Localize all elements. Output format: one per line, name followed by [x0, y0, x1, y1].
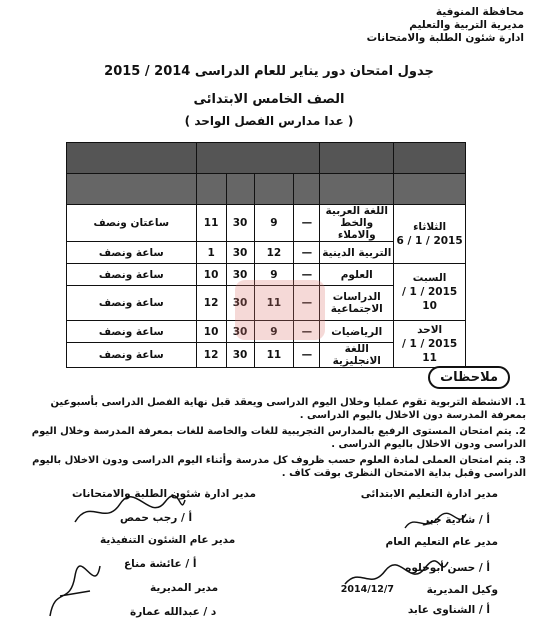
duration-cell: ساعة ونصف: [67, 321, 197, 343]
handwritten-signature: [70, 492, 193, 532]
letterhead: [367, 6, 524, 45]
day-cell: [394, 321, 466, 368]
score-cell: 9: [254, 321, 294, 343]
day-date: 2015 / 1 / 6: [396, 235, 463, 247]
mid-cell: 30: [226, 205, 254, 242]
header-cell: [196, 143, 320, 174]
header-cell: [320, 143, 394, 174]
score-cell: 11: [254, 286, 294, 321]
duration-cell: ساعة ونصف: [67, 343, 197, 368]
document-title: جدول امتحان دور يناير للعام الدراسى 2014 / 2015: [104, 64, 434, 79]
score-cell: 9: [254, 205, 294, 242]
signature-name: أ / شادية جبر: [423, 514, 490, 526]
subject-cell: الدراسات الاجتماعية: [320, 286, 394, 321]
dash-cell: —: [294, 242, 320, 264]
last-cell: 12: [196, 286, 226, 321]
handwritten-signature: [40, 556, 110, 626]
header-cell: [254, 174, 294, 205]
subject-cell: الرياضيات: [320, 321, 394, 343]
duration-cell: ساعتان ونصف: [67, 205, 197, 242]
score-cell: 9: [254, 264, 294, 286]
header-cell: [294, 174, 320, 205]
dash-cell: —: [294, 286, 320, 321]
subject-cell: التربية الدينية: [320, 242, 394, 264]
signature-title: وكيل المديرية: [426, 584, 498, 596]
signature-title: مدير ادارة شئون الطلبة والامتحانات: [72, 488, 257, 500]
duration-cell: ساعة ونصف: [67, 264, 197, 286]
handwritten-signature: [400, 508, 470, 538]
subject-cell: اللغة العربية والخط والاملاء: [320, 205, 394, 242]
watermark-stamp: [235, 280, 325, 340]
department-label: ادارة شئون الطلبة والامتحانات: [366, 32, 524, 44]
mid-cell: 30: [226, 286, 254, 321]
mid-cell: 30: [226, 343, 254, 368]
exception-note: ( عدا مدارس الفصل الواحد ): [184, 114, 354, 128]
day-date: 2015 / 1 / 10: [401, 286, 458, 312]
day-name: السبت: [412, 272, 447, 284]
last-cell: 10: [196, 321, 226, 343]
mid-cell: 30: [226, 264, 254, 286]
notes-heading: ملاحظات: [428, 366, 510, 389]
signature-date: 2014/12/7: [340, 584, 394, 595]
header-cell: [67, 143, 197, 174]
day-name: الاحد: [417, 324, 443, 336]
signature-title: مدير المديرية: [150, 582, 219, 594]
signature-title: مدير عام التعليم العام: [385, 536, 498, 548]
score-cell: 11: [254, 343, 294, 368]
signature-title: مدير عام الشئون التنفيذية: [100, 534, 236, 546]
subject-cell: العلوم: [320, 264, 394, 286]
signature-name: د / عبدالله عمارة: [130, 606, 217, 618]
dash-cell: —: [294, 264, 320, 286]
header-cell: [226, 174, 254, 205]
score-cell: 12: [254, 242, 294, 264]
duration-cell: ساعة ونصف: [67, 286, 197, 321]
table-subheader-row: [67, 174, 466, 205]
last-cell: 1: [196, 242, 226, 264]
handwritten-signature: [340, 556, 450, 596]
mid-cell: 30: [226, 242, 254, 264]
note-item: 1. الانشطة التربوية تقوم عمليا وخلال اليوم الدراسى ويعقد قبل نهاية الفصل الدراسى بأسبوعين بمعرفة المدرسة دون الاخلال باليوم الدراسى .: [50, 397, 526, 421]
last-cell: 12: [196, 343, 226, 368]
note-item: 3. يتم امتحان العملى لمادة العلوم حسب ظروف كل مدرسة وأثناء اليوم الدراسى ودون الاخلال باليوم الدراسى وقبل بداية الامتحان النظرى بوقت كاف .: [32, 455, 526, 479]
dash-cell: —: [294, 343, 320, 368]
header-cell: [67, 174, 197, 205]
directorate-label: مديرية التربية والتعليم: [409, 19, 524, 31]
subject-cell: اللغة الانجليزية: [320, 343, 394, 368]
table-header-row: [67, 143, 466, 174]
notes-list: [18, 396, 526, 483]
governorate-label: محافظة المنوفية: [435, 6, 524, 18]
table-row: [67, 205, 466, 242]
signature-name: أ / حسن أبوحلوه: [405, 562, 490, 574]
header-cell: [196, 174, 226, 205]
last-cell: 10: [196, 264, 226, 286]
signature-name: أ / عائشة مناع: [124, 558, 197, 570]
mid-cell: 30: [226, 321, 254, 343]
signature-name: أ / الشناوى عابد: [407, 604, 490, 616]
signature-name: أ / رجب حمص: [120, 512, 193, 524]
grade-title: الصف الخامس الابتدائى: [193, 92, 345, 107]
header-cell: [394, 174, 466, 205]
day-cell: [394, 205, 466, 264]
header-cell: [394, 143, 466, 174]
day-date: 2015 / 1 / 11: [401, 338, 458, 364]
header-cell: [320, 174, 394, 205]
dash-cell: —: [294, 205, 320, 242]
note-item: 2. يتم امتحان المستوى الرفيع بالمدارس التجريبية للغات والخاصة للغات بمعرفة المدرسة وخلال اليوم الدراسى ودون الاخلال باليوم الدراسى .: [31, 426, 526, 450]
signature-title: مدير ادارة التعليم الابتدائى: [360, 488, 498, 500]
dash-cell: —: [294, 321, 320, 343]
day-name: الثلاثاء: [413, 221, 447, 233]
last-cell: 11: [196, 205, 226, 242]
duration-cell: ساعة ونصف: [67, 242, 197, 264]
day-cell: [394, 264, 466, 321]
